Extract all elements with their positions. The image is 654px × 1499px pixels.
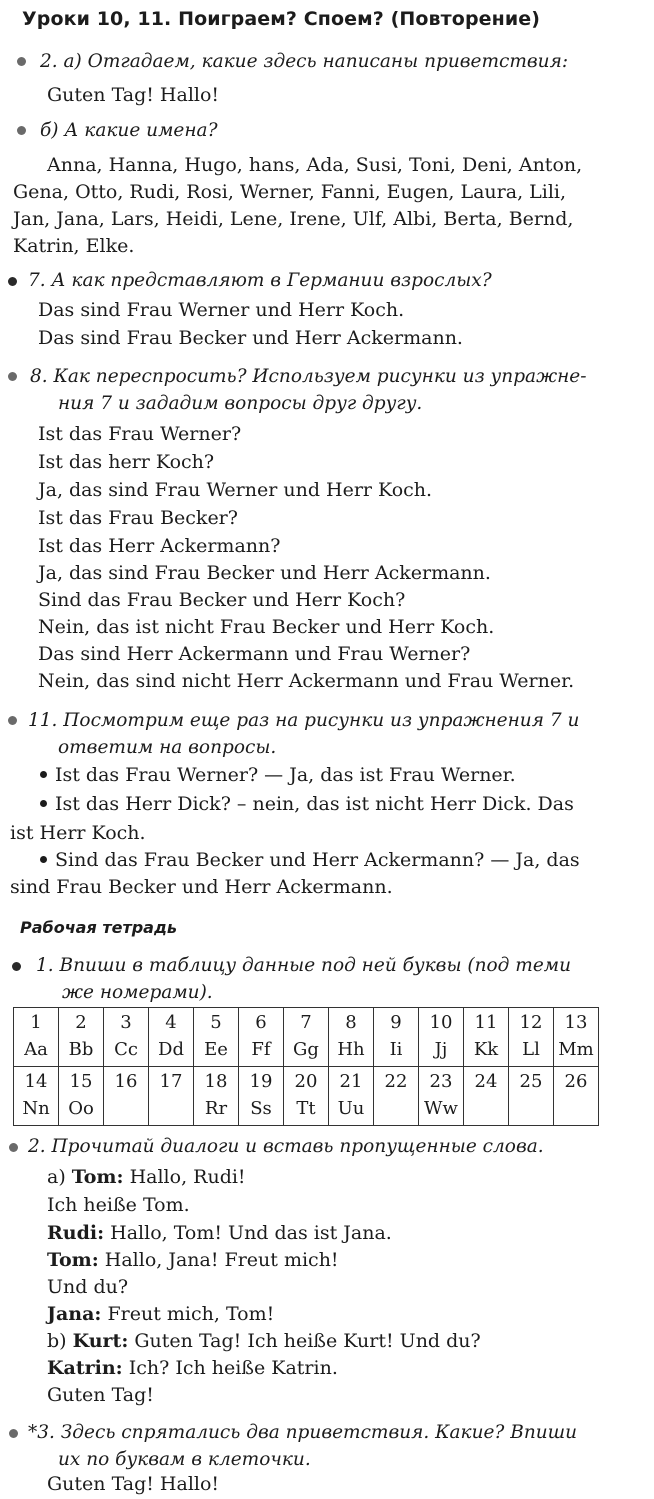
ex8-line: Das sind Herr Ackermann und Frau Werner? xyxy=(38,643,471,665)
table-row xyxy=(14,1067,599,1126)
ex11-item xyxy=(40,791,574,817)
table-cell: 22 xyxy=(374,1067,419,1126)
wb-ex2-task: 2. Прочитай диалоги и вставь пропущенные слова. xyxy=(28,1136,544,1157)
dialog-line: a) Tom: Hallo, Rudi! xyxy=(47,1166,246,1188)
table-cell: 8 Hh xyxy=(329,1008,374,1067)
table-cell: 17 xyxy=(149,1067,194,1126)
bullet-icon xyxy=(40,856,47,863)
ex8-line: Ja, das sind Frau Becker und Herr Ackermann. xyxy=(38,562,491,584)
table-cell: 9 Ii xyxy=(374,1008,419,1067)
bullet-icon xyxy=(17,57,26,66)
ex8-line: Ja, das sind Frau Werner und Herr Koch. xyxy=(38,479,433,501)
ex8-line: Ist das Frau Becker? xyxy=(38,507,238,529)
table-cell: 16 xyxy=(104,1067,149,1126)
ex11-item xyxy=(40,762,516,788)
table-cell: 1 Aa xyxy=(14,1008,59,1067)
ex11-item-cont: ist Herr Koch. xyxy=(10,822,146,844)
table-cell: 23 Ww xyxy=(419,1067,464,1126)
ex11-task: ответим на вопросы. xyxy=(58,737,277,758)
bullet-icon xyxy=(8,277,17,286)
dialog-line: Katrin: Ich? Ich heiße Katrin. xyxy=(47,1357,338,1379)
wb-ex3-task: *3. Здесь спрятались два приветствия. Какие? Впиши xyxy=(28,1422,578,1443)
ex8-task: ния 7 и зададим вопросы друг другу. xyxy=(58,393,423,414)
bullet-icon xyxy=(8,716,17,725)
ex8-line: Sind das Frau Becker und Herr Koch? xyxy=(38,589,406,611)
ex11-item-text: Ist das Herr Dick? – nein, das ist nicht Herr Dick. Das xyxy=(55,793,574,815)
table-cell: 15 Oo xyxy=(59,1067,104,1126)
ex11-task: 11. Посмотрим еще раз на рисунки из упражнения 7 и xyxy=(28,710,580,731)
wb-ex1-task: же номерами). xyxy=(62,982,213,1003)
dialog-line: Jana: Freut mich, Tom! xyxy=(47,1303,275,1325)
table-cell: 24 xyxy=(464,1067,509,1126)
ex11-item-text: Ist das Frau Werner? — Ja, das ist Frau Werner. xyxy=(55,764,516,786)
bullet-icon xyxy=(40,800,47,807)
ex8-line: Ist das Herr Ackermann? xyxy=(38,535,281,557)
dialog-line: b) Kurt: Guten Tag! Ich heiße Kurt! Und du? xyxy=(47,1330,481,1352)
table-cell: 18 Rr xyxy=(194,1067,239,1126)
table-cell: 25 xyxy=(509,1067,554,1126)
ex2b-task: б) А какие имена? xyxy=(40,120,218,141)
table-cell: 7 Gg xyxy=(284,1008,329,1067)
ex7-line: Das sind Frau Becker und Herr Ackermann. xyxy=(38,327,463,349)
dialog-line: Rudi: Hallo, Tom! Und das ist Jana. xyxy=(47,1222,392,1244)
ex11-item-text: Sind das Frau Becker und Herr Ackermann? — Ja, das xyxy=(55,849,580,871)
bullet-icon xyxy=(9,1429,18,1438)
table-cell: 14 Nn xyxy=(14,1067,59,1126)
table-cell: 19 Ss xyxy=(239,1067,284,1126)
ex2b-line: Jan, Jana, Lars, Heidi, Lene, Irene, Ulf, Albi, Berta, Bernd, xyxy=(13,208,574,230)
alphabet-table xyxy=(13,1007,599,1126)
dialog-line: Ich heiße Tom. xyxy=(47,1194,190,1216)
wb-ex3-task: их по буквам в клеточки. xyxy=(58,1449,311,1470)
bullet-icon xyxy=(12,962,21,971)
table-cell: 4 Dd xyxy=(149,1008,194,1067)
bullet-icon xyxy=(8,372,17,381)
table-cell: 3 Cc xyxy=(104,1008,149,1067)
ex8-line: Ist das Frau Werner? xyxy=(38,423,242,445)
table-cell: 21 Uu xyxy=(329,1067,374,1126)
ex7-line: Das sind Frau Werner und Herr Koch. xyxy=(38,299,405,321)
dialog-line: Tom: Hallo, Jana! Freut mich! xyxy=(47,1249,339,1271)
table-row xyxy=(14,1008,599,1067)
ex8-line: Nein, das ist nicht Frau Becker und Herr Koch. xyxy=(38,616,495,638)
bullet-icon xyxy=(17,126,26,135)
table-cell: 20 Tt xyxy=(284,1067,329,1126)
ex7-task: 7. А как представляют в Германии взрослых? xyxy=(28,270,492,291)
ex2a-task: 2. а) Отгадаем, какие здесь написаны приветствия: xyxy=(40,51,569,72)
ex8-line: Ist das herr Koch? xyxy=(38,451,215,473)
page-title: Уроки 10, 11. Поиграем? Споем? (Повторение) xyxy=(22,8,541,30)
ex11-item-cont: sind Frau Becker und Herr Ackermann. xyxy=(10,876,393,898)
wb-ex1-task: 1. Впиши в таблицу данные под ней буквы (под теми xyxy=(36,955,572,976)
dialog-line: Und du? xyxy=(47,1276,129,1298)
table-cell: 26 xyxy=(554,1067,599,1126)
ex8-line: Nein, das sind nicht Herr Ackermann und Frau Werner. xyxy=(38,670,575,692)
table-cell: 6 Ff xyxy=(239,1008,284,1067)
bullet-icon xyxy=(9,1143,18,1152)
table-cell: 2 Bb xyxy=(59,1008,104,1067)
ex2a-answer: Guten Tag! Hallo! xyxy=(47,84,220,106)
table-cell: 10 Jj xyxy=(419,1008,464,1067)
bullet-icon xyxy=(40,771,47,778)
table-cell: 11 Kk xyxy=(464,1008,509,1067)
table-cell: 5 Ee xyxy=(194,1008,239,1067)
ex2b-line: Katrin, Elke. xyxy=(13,235,135,257)
workbook-heading: Рабочая тетрадь xyxy=(20,918,177,937)
dialog-line: Guten Tag! xyxy=(47,1384,154,1406)
table-cell: 12 Ll xyxy=(509,1008,554,1067)
wb-ex3-answer: Guten Tag! Hallo! xyxy=(47,1473,220,1495)
ex2b-line: Anna, Hanna, Hugo, hans, Ada, Susi, Toni, Deni, Anton, xyxy=(47,154,583,176)
table-cell: 13 Mm xyxy=(554,1008,599,1067)
ex11-item xyxy=(40,847,580,873)
ex8-task: 8. Как переспросить? Используем рисунки из упражне- xyxy=(30,366,587,387)
ex2b-line: Gena, Otto, Rudi, Rosi, Werner, Fanni, Eugen, Laura, Lili, xyxy=(13,181,567,203)
